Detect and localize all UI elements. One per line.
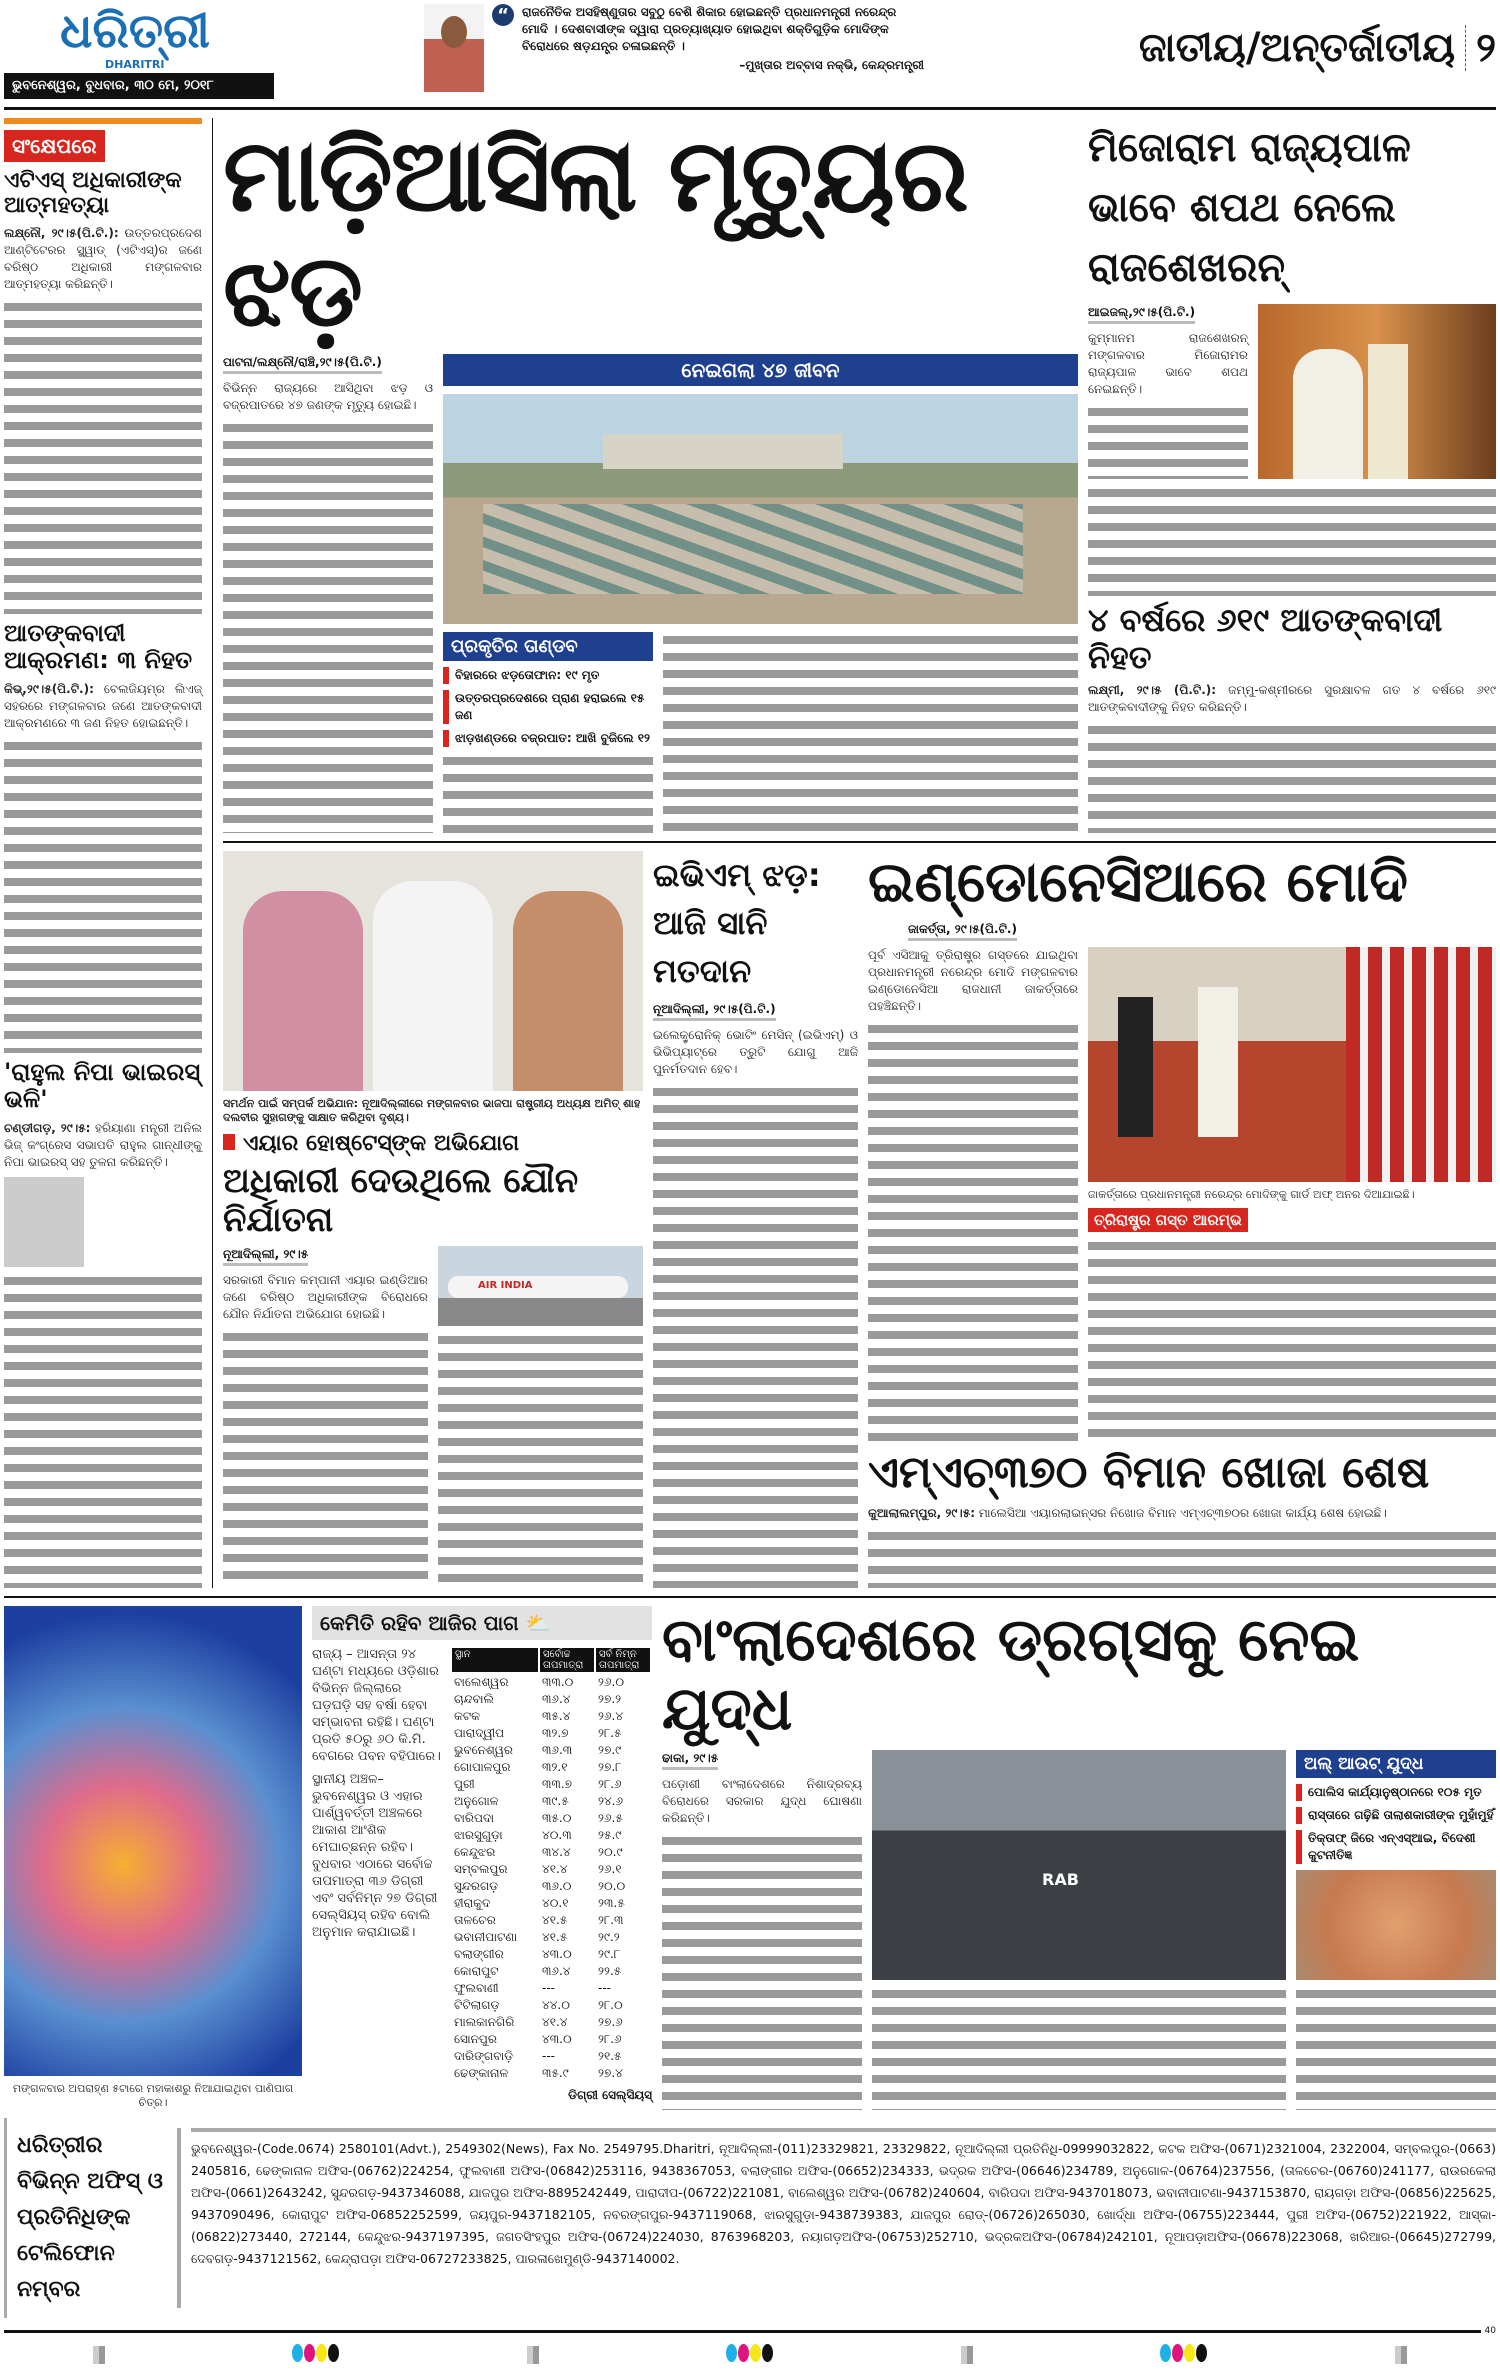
- factbox-item: ବିହାରରେ ଝଡ଼ତୋଫାନ: ୧୯ ମୃତ: [443, 667, 653, 684]
- mizoram-headline: ମିଜୋରାମ ରାଜ୍ୟପାଳ ଭାବେ ଶପଥ ନେଲେ ରାଜଶେଖରନ୍: [1088, 125, 1411, 291]
- weather-row: [451, 1827, 651, 1844]
- weather-cell: ୩୬.୦: [542, 1879, 572, 1893]
- weather-cell: ୨୪.୬: [598, 1794, 624, 1808]
- weather-row: [451, 2048, 651, 2065]
- weather-cell: ସୁନ୍ଦରଗଡ଼: [454, 1879, 499, 1893]
- masthead-logo: ଧରିତ୍ରୀ DHARITRI: [60, 3, 210, 71]
- weather-cell: ---: [542, 2049, 555, 2063]
- weather-row: [451, 1793, 651, 1810]
- weather-cell: ୪୧.୫: [542, 1913, 568, 1927]
- quote-author: –ମୁଖ୍ତାର ଅବ୍ବାସ ନକ୍‌ଭି, କେନ୍ଦ୍ରମନ୍ତ୍ରୀ: [739, 58, 924, 72]
- lead-banner: ନେଇଗଲା ୪୭ ଜୀବନ: [443, 354, 1078, 386]
- terror-headline: ୪ ବର୍ଷରେ ୬୧୯ ଆତଙ୍କବାଦୀ ନିହତ: [1088, 601, 1443, 676]
- weather-cell: ୩୬.୪: [542, 1692, 571, 1706]
- page-number: ୨: [1465, 25, 1496, 71]
- weather-row: [451, 1725, 651, 1742]
- weather-cell: ଦାରିଙ୍ଗବାଡ଼ି: [454, 2049, 514, 2063]
- weather-cell: ୨୫.୯: [598, 1828, 622, 1842]
- weather-cell: ୪୪.୦: [542, 1998, 570, 2012]
- weather-row: [451, 1946, 651, 1963]
- weather-cell: ଭୁବନେଶ୍ୱର: [454, 1743, 513, 1757]
- masthead: [4, 4, 274, 99]
- vij-photo: [4, 1177, 84, 1267]
- lead-headline: ମାଡ଼ିଆସିଲା ମୃତ୍ୟୁର ଝଡ଼: [223, 117, 967, 349]
- weather-cell: ୨୯.୮: [598, 1947, 621, 1961]
- weather-row: [451, 2014, 651, 2031]
- weather-cell: ୩୫.୯: [542, 2066, 569, 2080]
- main-area: [4, 118, 1496, 1588]
- bottom-area: [4, 1606, 1496, 2110]
- weather-cell: ବଲାଙ୍ଗୀର: [454, 1947, 504, 1961]
- weather-row: [451, 1997, 651, 2014]
- weather-row: [451, 1878, 651, 1895]
- weather-cell: ୨୮.୬: [598, 2032, 622, 2046]
- weather-cell: ୪୦.୩: [542, 1828, 572, 1842]
- weather-cell: ---: [542, 1981, 555, 1995]
- weather-cell: ୩୩.୭: [542, 1777, 573, 1791]
- amit-shah-photo: [223, 851, 643, 1091]
- weather-cell: ୩୬.୩: [542, 1743, 573, 1757]
- weather-cell: ପୁରୀ: [454, 1777, 475, 1791]
- weather-cell: ୪୩.୦: [542, 1947, 572, 1961]
- top-stories: [223, 118, 1496, 833]
- weather-row: [451, 2065, 651, 2082]
- weather-cell: ୨୬.୫: [598, 1811, 623, 1825]
- section-header: [934, 4, 1496, 92]
- header: [4, 4, 1496, 99]
- air-india-plane-photo: AIR INDIA: [438, 1246, 643, 1326]
- weather-title: କେମିତି ରହିବ ଆଜିର ପାଗ ⛅: [312, 1606, 652, 1640]
- weather-row: [451, 1759, 651, 1776]
- weather-row: [451, 1742, 651, 1759]
- allout-box: ଅଲ୍ ଆଉଟ୍ ଯୁଦ୍ଧ ପୋଲିସ କାର୍ଯ୍ୟାନୁଷ୍ଠାନରେ ୧୦୫ ମୃତ ରାସ୍ତାରେ ଗଢ଼ିଛି ତାଲାଶକାରୀଙ୍କ ମୁହାଁମୁହିଁ ତିକ୍ତାଫ୍ ଜିରେ ଏନ୍‌ଏସ୍‌ଆଇ, ବିଦେଶୀ କୁଟନୀତିଜ୍ଞ: [1296, 1750, 1496, 2110]
- sun-cloud-icon: ⛅: [525, 1611, 551, 1635]
- newspaper-page: ଧରିତ୍ରୀ DHARITRI ଭୁବନେଶ୍ୱର, ବୁଧବାର, ୩୦ ମେ, ୨୦୧୮ “ ରାଜନୈତିକ ଅସହିଷ୍ଣୁତାର ସବୁଠୁ ବେଶି ଶିକାର ହୋଇଛନ୍ତି ପ୍ରଧାନମନ୍ତ୍ରୀ ନରେନ୍ଦ୍ର ମୋଦି । ଦେଶବାସୀଙ୍କ ଦ୍ୱାରା ପ୍ରତ୍ୟାଖ୍ୟାତ ହୋଇଥିବା ଶକ୍ତିଗୁଡ଼ିକ ମୋଦିଙ୍କ ବିରୋଧରେ ଷଡ଼ଯନ୍ତ୍ର ଚଳାଇଛନ୍ତି । –ମୁଖ୍ତାର ଅବ୍ବାସ ନକ୍‌ଭି, କେନ୍ଦ୍ରମନ୍ତ୍ରୀ ଜାତୀୟ/ଅନ୍ତର୍ଜାତୀୟ ୨ ସଂକ୍ଷେପରେ ଏଟିଏସ୍ ଅଧିକାରୀଙ୍କ ଆତ୍ମହତ୍ୟା ଲକ୍ଷ୍ନୌ, ୨୯।୫(ପି.ଟି.): ଉତ୍ତରପ୍ରଦେଶ ଆଣ୍ଟିଟେରର ସ୍କ୍ୱାଡ୍ (ଏଟିଏସ୍)ର ଜଣେ ବରିଷ୍ଠ ଅଧିକାରୀ ମଙ୍ଗଳବାର ଆତ୍ମହତ୍ୟା କରିଛନ୍ତି। ଆତଙ୍କବାଦୀ ଆକ୍ରମଣ: ୩ ନିହତ କିଭ୍,୨୯।୫(ପି.ଟି.): ବେଲଜିୟମ୍‌ର ଲିଏଜ୍ ସହରରେ ମଙ୍ଗଳବାର ଜଣେ ଆତଙ୍କବାଦୀ ଆକ୍ରମଣରେ ୩ ଜଣ ନିହତ ହୋଇଛନ୍ତି। 'ରାହୁଲ ନିପା ଭାଇରସ୍ ଭଳି' ଚଣ୍ଡୀଗଡ଼, ୨୯।୫: ହରିୟାଣା ମନ୍ତ୍ରୀ ଅନିଲ ଭିଜ୍ କଂଗ୍ରେସ ସଭାପତି ରାହୁଲ ଗାନ୍ଧୀଙ୍କୁ ନିପା ଭାଇରସ୍ ସହ ତୁଳନା କରିଛନ୍ତି। ମାଡ଼ିଆସିଲା ମୃତ୍ୟୁର ଝଡ଼ ପାଟନା/ଲକ୍ଷ୍ନୌ/ରାଞ୍ଚି,୨୯।୫(ପି.ଟି.) ବିଭିନ୍ନ ରାଜ୍ୟରେ ଆସିଥିବା ଝଡ଼ ଓ ବଜ୍ରପାତରେ ୪୭ ଜଣଙ୍କ ମୃତ୍ୟୁ ହୋଇଛି। ନେଇଗଲା ୪୭ ଜୀବନ ପ୍ରକୃତିର ତାଣ୍ଡବ ବିହାରରେ ଝଡ଼ତୋଫାନ: ୧୯ ମୃତ ଉତ୍ତରପ୍ରଦେଶରେ ପ୍ରାଣ ହରାଇଲେ ୧୫ ଜଣ ଝାଡ଼ଖଣ୍ଡରେ ବଜ୍ରପାତ: ଆଖି ବୁଜିଲେ ୧୨ ମିଜୋରାମ ରାଜ୍ୟପାଳ ଭାବେ ଶପଥ ନେଲେ ରାଜଶେଖରନ୍ ଆଇଜଲ୍,୨୯।୫(ପି.ଟି.) କୁମ୍ମାନମ ରାଜଶେଖରନ୍ ମଙ୍ଗଳବାର ମିଜୋରାମର ରାଜ୍ୟପାଳ ଭାବେ ଶପଥ ନେଇଛନ୍ତି। ୪ ବର୍ଷରେ ୬୧୯ ଆତଙ୍କବାଦୀ ନିହତ ଲକ୍ଷ୍ମୀ, ୨୯।୫ (ପି.ଟି.): ଜମ୍ମୁ-କଶ୍ମୀରରେ ସୁରକ୍ଷାବଳ ଗତ ୪ ବର୍ଷରେ ୬୧୯ ଆତଙ୍କବାଦୀଙ୍କୁ ନିହତ କରିଛନ୍ତି। ସମର୍ଥନ ପାଇଁ ସମ୍ପର୍କ ଅଭିଯାନ: ନୂଆଦିଲ୍ଲୀରେ ମଙ୍ଗଳବାର ଭାଜପା ରାଷ୍ଟ୍ରୀୟ ଅଧ୍ୟକ୍ଷ ଅମିତ୍ ଶାହ ଦଲବୀର ସୁହାଗଙ୍କୁ ସାକ୍ଷାତ କରିଥିବା ଦୃଶ୍ୟ। ଏୟାର ହୋଷ୍ଟେସ୍‌ଙ୍କ ଅଭିଯୋଗ ଅଧିକାରୀ ଦେଉଥିଲେ ଯୌନ ନିର୍ଯାତନା ନୂଆଦିଲ୍ଲୀ, ୨୯।୫ ସରକାରୀ ବିମାନ କମ୍ପାନୀ ଏୟାର ଇଣ୍ଡିଆର ଜଣେ ବରିଷ୍ଠ ଅଧିକାରୀଙ୍କ ବିରୋଧରେ ଯୌନ ନିର୍ଯାତନା ଅଭିଯୋଗ ହୋଇଛି। AIR INDIA ଇଭିଏମ୍ ଝଡ଼: ଆଜି ସାନି ମତଦାନ ନୂଆଦିଲ୍ଲୀ, ୨୯।୫(ପି.ଟି.) ଇଲେକ୍ଟ୍ରୋନିକ୍ ଭୋଟିଂ ମେସିନ୍ (ଇଭିଏମ୍) ଓ ଭିଭିପ୍ୟାଟ୍‌ରେ ତ୍ରୁଟି ଯୋଗୁ ଆଜି ପୁନର୍ମତଦାନ ହେବ। ଇଣ୍ଡୋନେସିଆରେ ମୋଦି ଜାକର୍ତ୍ତା, ୨୯।୫(ପି.ଟି.) ପୂର୍ବ ଏସିଆକୁ ତ୍ରିରାଷ୍ଟ୍ର ଗସ୍ତରେ ଯାଇଥିବା ପ୍ରଧାନମନ୍ତ୍ରୀ ନରେନ୍ଦ୍ର ମୋଦି ମଙ୍ଗଳବାର ଇଣ୍ଡୋନେସିଆ ରାଜଧାନୀ ଜାକର୍ତ୍ତାରେ ପହଞ୍ଚିଛନ୍ତି। ଜାକର୍ତ୍ତାରେ ପ୍ରଧାନମନ୍ତ୍ରୀ ନରେନ୍ଦ୍ର ମୋଦିଙ୍କୁ ଗାର୍ଡ ଅଫ୍ ଅନର ଦିଆଯାଇଛି। ତ୍ରିରାଷ୍ଟ୍ର ଗସ୍ତ ଆରମ୍ଭ ଏମ୍ଏଚ୍୩୭୦ ବିମାନ ଖୋଜା ଶେଷ କୁଆଲାଲମ୍ପୁର, ୨୯।୫: ମାଲେସିଆ ଏୟାରଲାଇନ୍ସର ନିଖୋଜ ବିମାନ ଏମ୍ଏଚ୍୩୭୦ର ଖୋଜା କାର୍ଯ୍ୟ ଶେଷ ହୋଇଛି। ମଙ୍ଗଳବାର ଅପରାହ୍ଣ ୫ଟାରେ ମହାକାଶରୁ ନିଆଯାଇଥିବା ପାଣିପାଗ ଚିତ୍ର। କେମିତି ରହିବ ଆଜିର ପାଗ ⛅ ରାଜ୍ୟ – ଆସନ୍ତା ୨୪ ଘଣ୍ଟା ମଧ୍ୟରେ ଓଡ଼ିଶାର ବିଭିନ୍ନ ଜିଲ୍ଲାରେ ଘଡ଼ଘଡ଼ି ସହ ବର୍ଷା ହେବା ସମ୍ଭାବନା ରହିଛି। ଘଣ୍ଟା ପ୍ରତି ୫୦ରୁ ୬୦ କି.ମି. ବେଗରେ ପବନ ବହିପାରେ। ସ୍ଥାନୀୟ ଅଞ୍ଚଳ– ଭୁବନେଶ୍ୱର ଓ ଏହାର ପାର୍ଶ୍ୱବର୍ତ୍ତୀ ଅଞ୍ଚଳରେ ଆକାଶ ଆଂଶିକ ମେଘାଚ୍ଛନ୍ନ ରହିବ। ବୁଧବାର ଏଠାରେ ସର୍ବୋଚ୍ଚ ତାପମାତ୍ରା ୩୬ ଡିଗ୍ରୀ ଏବଂ ସର୍ବନିମ୍ନ ୨୭ ଡିଗ୍ରୀ ସେଲ୍‌ସିୟସ୍ ରହିବ ବୋଲି ଅନୁମାନ କରାଯାଇଛି। ସ୍ଥାନ ସର୍ବୋଚ୍ଚ ତାପମାତ୍ରା ସର୍ବ ନିମ୍ନ ତାପମାତ୍ରା ବାଲେଶ୍ୱର ୩୩.୦ ୨୬.୦ ଚାନ୍ଦବାଲି ୩୬.୪ ୨୭.୨ କଟକ ୩୫.୪ ୨୬.୪ ପାରାଦ୍ୱୀପ ୩୨.୭ ୨୮.୫ ଭୁବନେଶ୍ୱର ୩୬.୩ ୨୭.୯ ଗୋପାଳପୁର ୩୨.୧ ୨୭.୮ ପୁରୀ ୩୩.୭ ୨୮.୬ ଅନୁଗୋଳ ୩୯.୫ ୨୪.୬ ବାରିପଦା ୩୫.୦ ୨୬.୫ ଝାରସୁଗୁଡ଼ା ୪୦.୩ ୨୫.୯ କେନ୍ଦୁଝର ୩୪.୪ ୨୦.୯ ସମ୍ବଲପୁର ୪୧.୪ ୨୬.୧ ସୁନ୍ଦରଗଡ଼ ୩୬.୦ ୨୦.୦ ହୀରାକୁଦ ୪୦.୧ ୨୩.୫ ତାଳଚେର ୪୧.୫ ୨୮.୩ ଭବାନୀପାଟଣା ୪୧.୫ ୨୯.୨ ବଲାଙ୍ଗୀର ୪୩.୦ ୨୯.୮ କୋରାପୁଟ ୩୬.୪ ୨୨.୫ ଫୁଲବାଣୀ --- --- ଟିଟିଲାଗଡ଼ ୪୪.୦ ୨୮.୦ ମାଲକାନଗିରି ୪୧.୪ ୨୭.୬ ସୋନପୁର ୪୩.୦ ୨୮.୬ ଦାରିଙ୍ଗବାଡ଼ି --- ୨୧.୫ ଢେଙ୍କାନାଳ ୩୫.୯ ୨୭.୪ ଡିଗ୍ରୀ ସେଲ୍‌ସିୟସ୍ ବାଂଲାଦେଶରେ ଡ୍ରଗ୍ସକୁ ନେଇ ଯୁଦ୍ଧ ଢାକା, ୨୯।୫ ପଡ଼ୋଶୀ ବାଂଲାଦେଶରେ ନିଶାଦ୍ରବ୍ୟ ବିରୋଧରେ ସରକାର ଯୁଦ୍ଧ ଘୋଷଣା କରିଛନ୍ତି। RAB ଅଲ୍ ଆଉଟ୍ ଯୁଦ୍ଧ ପୋଲିସ କାର୍ଯ୍ୟାନୁଷ୍ଠାନରେ ୧୦୫ ମୃତ ରାସ୍ତାରେ ଗଢ଼ିଛି ତାଲାଶକାରୀଙ୍କ ମୁହାଁମୁହିଁ ତିକ୍ତାଫ୍ ଜିରେ ଏନ୍‌ଏସ୍‌ଆଇ, ବିଦେଶୀ କୁଟନୀତିଜ୍ଞ ଧରିତ୍ରୀର ବିଭିନ୍ନ ଅଫିସ୍ ଓ ପ୍ରତିନିଧିଙ୍କ ଟେଲିଫୋନ ନମ୍ବର ଭୁବନେଶ୍ୱର-(Code.0674) 2580101(Advt.), 2549302(News), Fax No. 2549795.Dharitri, ନୂଆଦିଲ୍ଲୀ-(011)23329821, 23329822, ନୂଆଦିଲ୍ଲୀ ପ୍ରତିନିଧି-09999032822, କଟକ ଅଫିସ-(0671)2321004, 2322004, ସମ୍ବଲପୁର-(0663) 2405816, ଢେଙ୍କାନାଳ ଅଫିସ-(06762)224254, ଫୁଲବାଣୀ ଅଫିସ-(06842)253116, 9438367053, ବଲାଙ୍ଗୀର ଅଫିସ-(06652)234333, ଭଦ୍ରକ ଅଫିସ-(06646)234789, ଅନୁଗୋଳ-(06764)237556, (ତାଳଚେର-(06760)241177, ରାଉରକେଲା ଅଫିସ-(0661)2643242, ସୁନ୍ଦରଗଡ଼-9437346088, ଯାଜପୁର ଅଫିସ-8895242449, ପାରାଦୀପ-(06722)221081, ବାଲେଶ୍ୱର ଅଫିସ-(06782)240604, ବାରିପଦା ଅଫିସ-9437018073, ଭବାନୀପାଟଣା-9437153870, ରାୟଗଡ଼ା ଅଫିସ-(06856)225625, 9437090496, କୋରାପୁଟ ଅଫିସ-06852252599, ଜୟପୁର-9437182105, ନବରଙ୍ଗପୁର-9437119068, ଝାରସୁଗୁଡ଼ା-9438739383, ଯାଜପୁର ରୋଡ୍-(06726)265030, ଖୋର୍ଦ୍ଧା ଅଫିସ-(06755)223444, ପୁରୀ ଅଫିସ-(06752)221922, ଆସ୍କା-(06822)273440, 272144, କେନ୍ଦୁଝର-9437197395, ଜଗତସିଂହପୁର ଅଫିସ-(06724)224030, 8763968203, ନୟାଗଡ଼ଅଫିସ-(06753)252710, ଭଦ୍ରକଅଫିସ-(06784)242101, ନୂଆପଡ଼ାଅଫିସ-(06678)223068, ଖରିଆର-(06645)272799, ଦେବଗଡ଼-9437121562, କେନ୍ଦ୍ରାପଡ଼ା ଅଫିସ-06727233825, ପାରଳାଖେମୁଣ୍ଡି-9437140002. 40: [0, 0, 1500, 2370]
- weather-cell: ୨୩.୫: [598, 1896, 625, 1910]
- weather-cell: କେନ୍ଦୁଝର: [454, 1845, 496, 1859]
- quote-block: [424, 4, 924, 92]
- brief-headline: ଆତଙ୍କବାଦୀ ଆକ୍ରମଣ: ୩ ନିହତ: [4, 618, 193, 675]
- indonesia-photo: [1088, 947, 1496, 1182]
- weather-cell: ଚାନ୍ଦବାଲି: [454, 1692, 494, 1706]
- evm-story: ଇଭିଏମ୍ ଝଡ଼: ଆଜି ସାନି ମତଦାନ ନୂଆଦିଲ୍ଲୀ, ୨୯।୫(ପି.ଟି.) ଇଲେକ୍ଟ୍ରୋନିକ୍ ଭୋଟିଂ ମେସିନ୍ (ଇଭିଏମ୍) ଓ ଭିଭିପ୍ୟାଟ୍‌ରେ ତ୍ରୁଟି ଯୋଗୁ ଆଜି ପୁନର୍ମତଦାନ ହେବ।: [653, 851, 858, 1588]
- weather-cell: ତାଳଚେର: [454, 1913, 496, 1927]
- weather-cell: ସୋନପୁର: [454, 2032, 497, 2046]
- weather-cell: ମାଲକାନଗିରି: [454, 2015, 515, 2029]
- weather-row: [451, 1844, 651, 1861]
- weather-cell: ୨୧.୫: [598, 2049, 622, 2063]
- amit-photo-caption: ସମର୍ଥନ ପାଇଁ ସମ୍ପର୍କ ଅଭିଯାନ: ନୂଆଦିଲ୍ଲୀରେ ମଙ୍ଗଳବାର ଭାଜପା ରାଷ୍ଟ୍ରୀୟ ଅଧ୍ୟକ୍ଷ ଅମିତ୍ ଶାହ ଦଲବୀର ସୁହାଗଙ୍କୁ ସାକ୍ଷାତ କରିଥିବା ଦୃଶ୍ୟ।: [223, 1097, 641, 1124]
- weather-cell: ବାଲେଶ୍ୱର: [454, 1675, 509, 1689]
- evm-headline: ଇଭିଏମ୍ ଝଡ଼: ଆଜି ସାନି ମତଦାନ: [653, 856, 821, 990]
- weather-cell: ଅନୁଗୋଳ: [454, 1794, 499, 1808]
- weather-cell: ୨୭.୮: [598, 1760, 622, 1774]
- quote-portrait: [424, 4, 484, 92]
- weather-cell: ୩୪.୪: [542, 1845, 571, 1859]
- weather-cell: ୪୧.୪: [542, 2015, 568, 2029]
- weather-cell: ଫୁଲବାଣୀ: [454, 1981, 499, 1995]
- weather-row: [451, 1963, 651, 1980]
- quote-icon: “: [492, 4, 514, 26]
- weather-cell: ୨୮.୬: [598, 1777, 622, 1791]
- weather-cell: ୪୧.୪: [542, 1862, 568, 1876]
- mizoram-photo: [1258, 304, 1496, 479]
- weather-cell: ୨୨.୫: [598, 1964, 622, 1978]
- registration-marks: [4, 2344, 1496, 2366]
- indonesia-tag: ତ୍ରିରାଷ୍ଟ୍ର ଗସ୍ତ ଆରମ୍ଭ: [1088, 1208, 1248, 1232]
- weather-cell: ୪୩.୦: [542, 2032, 572, 2046]
- weather-cell: ୨୭.୬: [598, 2015, 623, 2029]
- weather-cell: ୩୯.୫: [542, 1794, 569, 1808]
- drugs-photo: [1296, 1870, 1496, 1980]
- weather-cell: ୩୩.୦: [542, 1675, 574, 1689]
- factbox-item: ଉତ୍ତରପ୍ରଦେଶରେ ପ୍ରାଣ ହରାଇଲେ ୧୫ ଜଣ: [443, 690, 653, 724]
- right-area: [223, 118, 1496, 1588]
- weather-cell: ୨୦.୦: [598, 1879, 626, 1893]
- weather-row: [451, 1980, 651, 1997]
- weather-row: [451, 1673, 651, 1691]
- weather-row: [451, 1708, 651, 1725]
- weather-cell: ୩୫.୦: [542, 1811, 572, 1825]
- storm-photo: [443, 394, 1078, 624]
- section-title: ଜାତୀୟ/ଅନ୍ତର୍ଜାତୀୟ: [1138, 25, 1456, 71]
- weather-row: [451, 1895, 651, 1912]
- footer-phone-box: ଧରିତ୍ରୀର ବିଭିନ୍ନ ଅଫିସ୍ ଓ ପ୍ରତିନିଧିଙ୍କ ଟେଲିଫୋନ ନମ୍ବର ଭୁବନେଶ୍ୱର-(Code.0674) 2580101(Advt.), 2549302(News), Fax No. 2549795.Dharitri, ନୂଆଦିଲ୍ଲୀ-(011)23329821, 23329822, ନୂଆଦିଲ୍ଲୀ ପ୍ରତିନିଧି-09999032822, କଟକ ଅଫିସ-(0671)2321004, 2322004, ସମ୍ବଲପୁର-(0663) 2405816, ଢେଙ୍କାନାଳ ଅଫିସ-(06762)224254, ଫୁଲବାଣୀ ଅଫିସ-(06842)253116, 9438367053, ବଲାଙ୍ଗୀର ଅଫିସ-(06652)234333, ଭଦ୍ରକ ଅଫିସ-(06646)234789, ଅନୁଗୋଳ-(06764)237556, (ତାଳଚେର-(06760)241177, ରାଉରକେଲା ଅଫିସ-(0661)2643242, ସୁନ୍ଦରଗଡ଼-9437346088, ଯାଜପୁର ଅଫିସ-8895242449, ପାରାଦୀପ-(06722)221081, ବାଲେଶ୍ୱର ଅଫିସ-(06782)240604, ବାରିପଦା ଅଫିସ-9437018073, ଭବାନୀପାଟଣା-9437153870, ରାୟଗଡ଼ା ଅଫିସ-(06856)225625, 9437090496, କୋରାପୁଟ ଅଫିସ-06852252599, ଜୟପୁର-9437182105, ନବରଙ୍ଗପୁର-9437119068, ଝାରସୁଗୁଡ଼ା-9438739383, ଯାଜପୁର ରୋଡ୍-(06726)265030, ଖୋର୍ଦ୍ଧା ଅଫିସ-(06755)223444, ପୁରୀ ଅଫିସ-(06752)221922, ଆସ୍କା-(06822)273440, 272144, କେନ୍ଦୁଝର-9437197395, ଜଗତସିଂହପୁର ଅଫିସ-(06724)224030, 8763968203, ନୟାଗଡ଼ଅଫିସ-(06753)252710, ଭଦ୍ରକଅଫିସ-(06784)242101, ନୂଆପଡ଼ାଅଫିସ-(06678)223068, ଖରିଆର-(06645)272799, ଦେବଗଡ଼-9437121562, କେନ୍ଦ୍ରାପଡ଼ା ଅଫିସ-06727233825, ପାରଳାଖେମୁଣ୍ଡି-9437140002.: [4, 2118, 1496, 2318]
- indonesia-headline: ଇଣ୍ଡୋନେସିଆରେ ମୋଦି: [868, 850, 1408, 915]
- weather-row: [451, 1929, 651, 1946]
- factbox-item: ଝାଡ଼ଖଣ୍ଡରେ ବଜ୍ରପାତ: ଆଖି ବୁଜିଲେ ୧୨: [443, 730, 653, 747]
- mizoram-story: ମିଜୋରାମ ରାଜ୍ୟପାଳ ଭାବେ ଶପଥ ନେଲେ ରାଜଶେଖରନ୍ ଆଇଜଲ୍,୨୯।୫(ପି.ଟି.) କୁମ୍ମାନମ ରାଜଶେଖରନ୍ ମଙ୍ଗଳବାର ମିଜୋରାମର ରାଜ୍ୟପାଳ ଭାବେ ଶପଥ ନେଇଛନ୍ତି। ୪ ବର୍ଷରେ ୬୧୯ ଆତଙ୍କବାଦୀ ନିହତ ଲକ୍ଷ୍ମୀ, ୨୯।୫ (ପି.ଟି.): ଜମ୍ମୁ-କଶ୍ମୀରରେ ସୁରକ୍ଷାବଳ ଗତ ୪ ବର୍ଷରେ ୬୧୯ ଆତଙ୍କବାଦୀଙ୍କୁ ନିହତ କରିଛନ୍ତି।: [1088, 118, 1496, 833]
- brief-headline: ଏଟିଏସ୍ ଅଧିକାରୀଙ୍କ ଆତ୍ମହତ୍ୟା: [4, 168, 182, 219]
- weather-row: [451, 1810, 651, 1827]
- header-rule: [4, 107, 1496, 110]
- weather-cell: ୨୭.୯: [598, 1743, 622, 1757]
- middle-stories: ସମର୍ଥନ ପାଇଁ ସମ୍ପର୍କ ଅଭିଯାନ: ନୂଆଦିଲ୍ଲୀରେ ମଙ୍ଗଳବାର ଭାଜପା ରାଷ୍ଟ୍ରୀୟ ଅଧ୍ୟକ୍ଷ ଅମିତ୍ ଶାହ ଦଲବୀର ସୁହାଗଙ୍କୁ ସାକ୍ଷାତ କରିଥିବା ଦୃଶ୍ୟ। ଏୟାର ହୋଷ୍ଟେସ୍‌ଙ୍କ ଅଭିଯୋଗ ଅଧିକାରୀ ଦେଉଥିଲେ ଯୌନ ନିର୍ଯାତନା ନୂଆଦିଲ୍ଲୀ, ୨୯।୫ ସରକାରୀ ବିମାନ କମ୍ପାନୀ ଏୟାର ଇଣ୍ଡିଆର ଜଣେ ବରିଷ୍ଠ ଅଧିକାରୀଙ୍କ ବିରୋଧରେ ଯୌନ ନିର୍ଯାତନା ଅଭିଯୋଗ ହୋଇଛି। AIR INDIA ଇଭିଏମ୍ ଝଡ଼: ଆଜି ସାନି ମତଦାନ ନୂଆଦିଲ୍ଲୀ, ୨୯।୫(ପି.ଟି.) ଇଲେକ୍ଟ୍ରୋନିକ୍ ଭୋଟିଂ ମେସିନ୍ (ଇଭିଏମ୍) ଓ ଭିଭିପ୍ୟାଟ୍‌ରେ ତ୍ରୁଟି ଯୋଗୁ ଆଜି ପୁନର୍ମତଦାନ ହେବ। ଇଣ୍ଡୋନେସିଆରେ ମୋଦି ଜାକର୍ତ୍ତା, ୨୯।୫(ପି.ଟି.) ପୂର୍ବ ଏସିଆକୁ ତ୍ରିରାଷ୍ଟ୍ର ଗସ୍ତରେ ଯାଇଥିବା ପ୍ରଧାନମନ୍ତ୍ରୀ ନରେନ୍ଦ୍ର ମୋଦି ମଙ୍ଗଳବାର ଇଣ୍ଡୋନେସିଆ ରାଜଧାନୀ ଜାକର୍ତ୍ତାରେ ପହଞ୍ଚିଛନ୍ତି। ଜାକର୍ତ୍ତାରେ ପ୍ରଧାନମନ୍ତ୍ରୀ ନରେନ୍ଦ୍ର ମୋଦିଙ୍କୁ ଗାର୍ଡ ଅଫ୍ ଅନର ଦିଆଯାଇଛି। ତ୍ରିରାଷ୍ଟ୍ର ଗସ୍ତ ଆରମ୍ଭ ଏମ୍ଏଚ୍୩୭୦ ବିମାନ ଖୋଜା ଶେଷ କୁଆଲାଲମ୍ପୁର, ୨୯।୫: ମାଲେସିଆ ଏୟାରଲାଇନ୍ସର ନିଖୋଜ ବିମାନ ଏମ୍ଏଚ୍୩୭୦ର ଖୋଜା କାର୍ଯ୍ୟ ଶେଷ ହୋଇଛି।: [223, 851, 1496, 1588]
- bangladesh-photo: RAB: [872, 1750, 1286, 1980]
- weather-cell: ୨୮.୦: [598, 1998, 623, 2012]
- satellite-image: [4, 1606, 302, 2076]
- mh370-headline: ଏମ୍ଏଚ୍୩୭୦ ବିମାନ ଖୋଜା ଶେଷ: [868, 1447, 1430, 1499]
- weather-cell: କୋରାପୁଟ: [454, 1964, 499, 1978]
- weather-cell: ୨୬.୧: [598, 1862, 622, 1876]
- weather-cell: ପାରାଦ୍ୱୀପ: [454, 1726, 505, 1740]
- weather-cell: କଟକ: [454, 1709, 481, 1723]
- weather-cell: ଗୋପାଳପୁର: [454, 1760, 511, 1774]
- weather-cell: ସମ୍ବଲପୁର: [454, 1862, 508, 1876]
- factbox-title: ପ୍ରକୃତିର ତାଣ୍ଡବ: [443, 632, 653, 661]
- weather-cell: ୨୯.୨: [598, 1930, 620, 1944]
- weather-cell: ଢେଙ୍କାନାଳ: [454, 2066, 509, 2080]
- lead-dateline: ପାଟନା/ଲକ୍ଷ୍ନୌ/ରାଞ୍ଚି,୨୯।୫(ପି.ଟି.): [223, 354, 382, 374]
- weather-panel: କେମିତି ରହିବ ଆଜିର ପାଗ ⛅ ରାଜ୍ୟ – ଆସନ୍ତା ୨୪ ଘଣ୍ଟା ମଧ୍ୟରେ ଓଡ଼ିଶାର ବିଭିନ୍ନ ଜିଲ୍ଲାରେ ଘଡ଼ଘଡ଼ି ସହ ବର୍ଷା ହେବା ସମ୍ଭାବନା ରହିଛି। ଘଣ୍ଟା ପ୍ରତି ୫୦ରୁ ୬୦ କି.ମି. ବେଗରେ ପବନ ବହିପାରେ। ସ୍ଥାନୀୟ ଅଞ୍ଚଳ– ଭୁବନେଶ୍ୱର ଓ ଏହାର ପାର୍ଶ୍ୱବର୍ତ୍ତୀ ଅଞ୍ଚଳରେ ଆକାଶ ଆଂଶିକ ମେଘାଚ୍ଛନ୍ନ ରହିବ। ବୁଧବାର ଏଠାରେ ସର୍ବୋଚ୍ଚ ତାପମାତ୍ରା ୩୬ ଡିଗ୍ରୀ ଏବଂ ସର୍ବନିମ୍ନ ୨୭ ଡିଗ୍ରୀ ସେଲ୍‌ସିୟସ୍ ରହିବ ବୋଲି ଅନୁମାନ କରାଯାଇଛି। ସ୍ଥାନ ସର୍ବୋଚ୍ଚ ତାପମାତ୍ରା ସର୍ବ ନିମ୍ନ ତାପମାତ୍ରା ବାଲେଶ୍ୱର ୩୩.୦ ୨୬.୦ ଚାନ୍ଦବାଲି ୩୬.୪ ୨୭.୨ କଟକ ୩୫.୪ ୨୬.୪ ପାରାଦ୍ୱୀପ ୩୨.୭ ୨୮.୫ ଭୁବନେଶ୍ୱର ୩୬.୩ ୨୭.୯ ଗୋପାଳପୁର ୩୨.୧ ୨୭.୮ ପୁରୀ ୩୩.୭ ୨୮.୬ ଅନୁଗୋଳ ୩୯.୫ ୨୪.୬ ବାରିପଦା ୩୫.୦ ୨୬.୫ ଝାରସୁଗୁଡ଼ା ୪୦.୩ ୨୫.୯ କେନ୍ଦୁଝର ୩୪.୪ ୨୦.୯ ସମ୍ବଲପୁର ୪୧.୪ ୨୬.୧ ସୁନ୍ଦରଗଡ଼ ୩୬.୦ ୨୦.୦ ହୀରାକୁଦ ୪୦.୧ ୨୩.୫ ତାଳଚେର ୪୧.୫ ୨୮.୩ ଭବାନୀପାଟଣା ୪୧.୫ ୨୯.୨ ବଲାଙ୍ଗୀର ୪୩.୦ ୨୯.୮ କୋରାପୁଟ ୩୬.୪ ୨୨.୫ ଫୁଲବାଣୀ --- --- ଟିଟିଲାଗଡ଼ ୪୪.୦ ୨୮.୦ ମାଲକାନଗିରି ୪୧.୪ ୨୭.୬ ସୋନପୁର ୪୩.୦ ୨୮.୬ ଦାରିଙ୍ଗବାଡ଼ି --- ୨୧.୫ ଢେଙ୍କାନାଳ ୩୫.୯ ୨୭.୪ ଡିଗ୍ରୀ ସେଲ୍‌ସିୟସ୍: [312, 1606, 652, 2110]
- weather-cell: ୪୧.୫: [542, 1930, 568, 1944]
- briefs-label: ସଂକ୍ଷେପରେ: [4, 130, 105, 162]
- weather-cell: ୨୮.୩: [598, 1913, 624, 1927]
- dateline: ଭୁବନେଶ୍ୱର, ବୁଧବାର, ୩୦ ମେ, ୨୦୧୮: [4, 73, 274, 99]
- weather-cell: ୨୮.୫: [598, 1726, 622, 1740]
- airhostess-headline: ଅଧିକାରୀ ଦେଉଥିଲେ ଯୌନ ନିର୍ଯାତନା: [223, 1161, 579, 1241]
- weather-cell: ୩୫.୪: [542, 1709, 571, 1723]
- weather-cell: ୩୨.୭: [542, 1726, 569, 1740]
- weather-row: [451, 1912, 651, 1929]
- weather-cell: ଟିଟିଲାଗଡ଼: [454, 1998, 500, 2012]
- weather-table: ସ୍ଥାନ ସର୍ବୋଚ୍ଚ ତାପମାତ୍ରା ସର୍ବ ନିମ୍ନ ତାପମାତ୍ରା ବାଲେଶ୍ୱର ୩୩.୦ ୨୬.୦ ଚାନ୍ଦବାଲି ୩୬.୪ ୨୭.୨ କଟକ ୩୫.୪ ୨୬.୪ ପାରାଦ୍ୱୀପ ୩୨.୭ ୨୮.୫ ଭୁବନେଶ୍ୱର ୩୬.୩ ୨୭.୯ ଗୋପାଳପୁର ୩୨.୧ ୨୭.୮ ପୁରୀ ୩୩.୭ ୨୮.୬ ଅନୁଗୋଳ ୩୯.୫ ୨୪.୬ ବାରିପଦା ୩୫.୦ ୨୬.୫ ଝାରସୁଗୁଡ଼ା ୪୦.୩ ୨୫.୯ କେନ୍ଦୁଝର ୩୪.୪ ୨୦.୯ ସମ୍ବଲପୁର ୪୧.୪ ୨୬.୧ ସୁନ୍ଦରଗଡ଼ ୩୬.୦ ୨୦.୦ ହୀରାକୁଦ ୪୦.୧ ୨୩.୫ ତାଳଚେର ୪୧.୫ ୨୮.୩ ଭବାନୀପାଟଣା ୪୧.୫ ୨୯.୨ ବଲାଙ୍ଗୀର ୪୩.୦ ୨୯.୮ କୋରାପୁଟ ୩୬.୪ ୨୨.୫ ଫୁଲବାଣୀ --- --- ଟିଟିଲାଗଡ଼ ୪୪.୦ ୨୮.୦ ମାଲକାନଗିରି ୪୧.୪ ୨୭.୬ ସୋନପୁର ୪୩.୦ ୨୮.୬ ଦାରିଙ୍ଗବାଡ଼ି --- ୨୧.୫ ଢେଙ୍କାନାଳ ୩୫.୯ ୨୭.୪ ଡିଗ୍ରୀ ସେଲ୍‌ସିୟସ୍: [450, 1646, 652, 2103]
- weather-row: [451, 1691, 651, 1708]
- weather-row: [451, 2031, 651, 2048]
- weather-cell: ୪୦.୧: [542, 1896, 569, 1910]
- lead-story: [223, 118, 1078, 833]
- lead-text: ବିଭିନ୍ନ ରାଜ୍ୟରେ ଆସିଥିବା ଝଡ଼ ଓ ବଜ୍ରପାତରେ ୪୭ ଜଣଙ୍କ ମୃତ୍ୟୁ ହୋଇଛି।: [223, 381, 433, 412]
- weather-cell: ୨୬.୦: [598, 1675, 625, 1689]
- airhostess-kicker: ଏୟାର ହୋଷ୍ଟେସ୍‌ଙ୍କ ଅଭିଯୋଗ: [223, 1131, 643, 1156]
- weather-row: [451, 1861, 651, 1878]
- weather-cell: ୩୬.୪: [542, 1964, 571, 1978]
- weather-cell: ବାରିପଦା: [454, 1811, 494, 1825]
- weather-cell: ୨୦.୯: [598, 1845, 623, 1859]
- weather-cell: ---: [598, 1981, 611, 1995]
- satellite-caption: ମଙ୍ଗଳବାର ଅପରାହ୍ଣ ୫ଟାରେ ମହାକାଶରୁ ନିଆଯାଇଥିବା ପାଣିପାଗ ଚିତ୍ର।: [12, 2082, 294, 2109]
- weather-cell: ଭବାନୀପାଟଣା: [454, 1930, 518, 1944]
- briefs-column: ସଂକ୍ଷେପରେ ଏଟିଏସ୍ ଅଧିକାରୀଙ୍କ ଆତ୍ମହତ୍ୟା ଲକ୍ଷ୍ନୌ, ୨୯।୫(ପି.ଟି.): ଉତ୍ତରପ୍ରଦେଶ ଆଣ୍ଟିଟେରର ସ୍କ୍ୱାଡ୍ (ଏଟିଏସ୍)ର ଜଣେ ବରିଷ୍ଠ ଅଧିକାରୀ ମଙ୍ଗଳବାର ଆତ୍ମହତ୍ୟା କରିଛନ୍ତି। ଆତଙ୍କବାଦୀ ଆକ୍ରମଣ: ୩ ନିହତ କିଭ୍,୨୯।୫(ପି.ଟି.): ବେଲଜିୟମ୍‌ର ଲିଏଜ୍ ସହରରେ ମଙ୍ଗଳବାର ଜଣେ ଆତଙ୍କବାଦୀ ଆକ୍ରମଣରେ ୩ ଜଣ ନିହତ ହୋଇଛନ୍ତି। 'ରାହୁଲ ନିପା ଭାଇରସ୍ ଭଳି' ଚଣ୍ଡୀଗଡ଼, ୨୯।୫: ହରିୟାଣା ମନ୍ତ୍ରୀ ଅନିଲ ଭିଜ୍ କଂଗ୍ରେସ ସଭାପତି ରାହୁଲ ଗାନ୍ଧୀଙ୍କୁ ନିପା ଭାଇରସ୍ ସହ ତୁଳନା କରିଛନ୍ତି।: [4, 118, 202, 1588]
- storm-factbox: [443, 632, 653, 833]
- brief-headline: 'ରାହୁଲ ନିପା ଭାଇରସ୍ ଭଳି': [4, 1057, 201, 1114]
- quote-text: ରାଜନୈତିକ ଅସହିଷ୍ଣୁତାର ସବୁଠୁ ବେଶି ଶିକାର ହୋଇଛନ୍ତି ପ୍ରଧାନମନ୍ତ୍ରୀ ନରେନ୍ଦ୍ର ମୋଦି । ଦେଶବାସୀଙ୍କ ଦ୍ୱାରା ପ୍ରତ୍ୟାଖ୍ୟାତ ହୋଇଥିବା ଶକ୍ତିଗୁଡ଼ିକ ମୋଦିଙ୍କ ବିରୋଧରେ ଷଡ଼ଯନ୍ତ୍ର ଚଳାଇଛନ୍ତି ।: [522, 5, 897, 53]
- weather-row: [451, 1776, 651, 1793]
- weather-cell: ୩୨.୧: [542, 1760, 568, 1774]
- weather-cell: ଝାରସୁଗୁଡ଼ା: [454, 1828, 503, 1842]
- weather-cell: ୨୭.୪: [598, 2066, 623, 2080]
- weather-cell: ୨୬.୪: [598, 1709, 624, 1723]
- bangladesh-story: ବାଂଲାଦେଶରେ ଡ୍ରଗ୍ସକୁ ନେଇ ଯୁଦ୍ଧ ଢାକା, ୨୯।୫ ପଡ଼ୋଶୀ ବାଂଲାଦେଶରେ ନିଶାଦ୍ରବ୍ୟ ବିରୋଧରେ ସରକାର ଯୁଦ୍ଧ ଘୋଷଣା କରିଛନ୍ତି। RAB ଅଲ୍ ଆଉଟ୍ ଯୁଦ୍ଧ ପୋଲିସ କାର୍ଯ୍ୟାନୁଷ୍ଠାନରେ ୧୦୫ ମୃତ ରାସ୍ତାରେ ଗଢ଼ିଛି ତାଲାଶକାରୀଙ୍କ ମୁହାଁମୁହିଁ ତିକ୍ତାଫ୍ ଜିରେ ଏନ୍‌ଏସ୍‌ଆଇ, ବିଦେଶୀ କୁଟନୀତିଜ୍ଞ: [662, 1606, 1496, 2110]
- weather-cell: ୨୭.୨: [598, 1692, 622, 1706]
- weather-cell: ହୀରାକୁଦ: [454, 1896, 491, 1910]
- bangladesh-headline: ବାଂଲାଦେଶରେ ଡ୍ରଗ୍ସକୁ ନେଇ ଯୁଦ୍ଧ: [662, 1605, 1360, 1744]
